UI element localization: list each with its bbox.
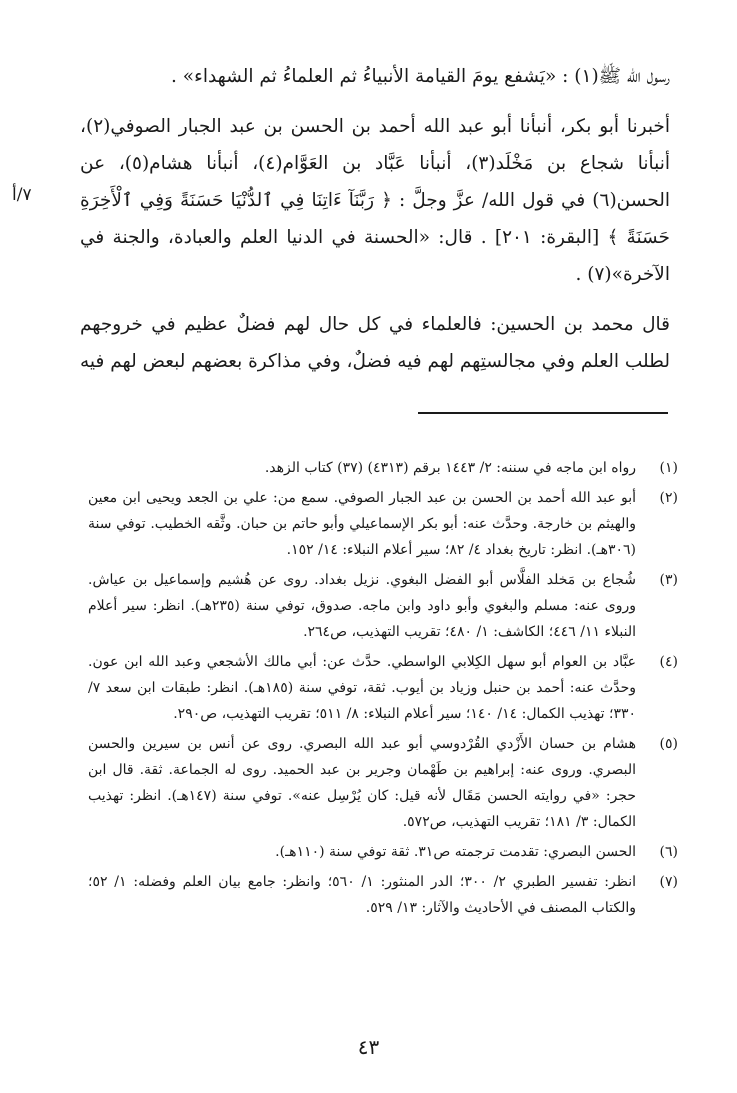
- footnote-number: (٥): [659, 736, 678, 752]
- footnote-text: أبو عبد الله أحمد بن الحسن بن عبد الجبار الصوفي. سمع من: علي بن الجعد ويحيى ابن معين والهيثم بن خارجة. وحدَّث عنه: أبو بكر الإسماعيلي وأبو حاتم بن حبان. وثَّقه الخطيب. توفي سنة (٣٠٦هـ). انظر: تاريخ بغداد ٤/ ٨٢؛ سير أعلام النبلاء: ١٤/ ١٥٢.: [88, 490, 636, 558]
- footnote-text: شُجاع بن مَخلد الفلَّاس أبو الفضل البغوي. نزيل بغداد. روى عن هُشيم وإسماعيل بن عياش. وروى عنه: مسلم والبغوي وأبو داود وابن ماجه. صدوق، توفي سنة (٢٣٥هـ). انظر: سير أعلام النبلاء ١١/ ٤٤٦؛ الكاشف: ١/ ٤٨٠؛ تقريب التهذيب، ص٢٦٤.: [88, 572, 637, 640]
- footnote-text: هشام بن حسان الأَزْدي القُرْدوسي أبو عبد الله البصري. روى عن أنس بن سيرين والحسن البصري. وروى عنه: إبراهيم بن طَهْمان وجرير بن عبد الحميد. روى له الجماعة. ثقة. قال ابن حجر: «في روايته الحسن مَقَال لأنه قيل: كان يُرْسِل عنه». توفي سنة (١٤٧هـ). انظر: تهذيب الكمال: ٣/ ١٨١؛ تقريب التهذيب، ص٥٧٢.: [88, 736, 636, 830]
- page-number: ٤٣: [357, 1035, 380, 1059]
- footnote-number: (٤): [659, 654, 678, 670]
- footnote-separator-line: [418, 412, 668, 414]
- footnote-number: (١): [659, 460, 678, 476]
- footnote-text: عبَّاد بن العوام أبو سهل الكِلابي الواسطي. حدَّث عن: أبي مالك الأشجعي وعبد الله ابن عون. وحدَّث عنه: أحمد بن حنبل وزياد بن أيوب. ثقة، توفي سنة (١٨٥هـ). انظر: طبقات ابن سعد ٧/ ٣٣٠؛ تهذيب الكمال: ١٤/ ١٤٠؛ سير أعلام النبلاء: ٨/ ٥١١؛ تقريب التهذيب، ص٢٩٠.: [88, 654, 637, 722]
- footnote-item: [88, 455, 678, 481]
- footnote-item: [88, 567, 678, 645]
- footnote-text: انظر: تفسير الطبري ٢/ ٣٠٠؛ الدر المنثور: ١/ ٥٦٠؛ وانظر: جامع بيان العلم وفضله: ١/ ٥٢؛ والكتاب المصنف في الأحاديث والآثار: ١٣/ ٥٢٩.: [88, 874, 637, 916]
- footnote-item: [88, 731, 678, 835]
- footnote-number: (٣): [659, 572, 678, 588]
- footnote-number: (٢): [659, 490, 678, 506]
- footnote-number: (٦): [659, 844, 678, 860]
- main-text-body: [80, 58, 670, 380]
- footnote-item: [88, 649, 678, 727]
- footnotes-section: [88, 455, 678, 925]
- footnote-item: [88, 839, 678, 865]
- footnote-item: [88, 485, 678, 563]
- footnote-item: [88, 869, 678, 921]
- footnote-text: الحسن البصري: تقدمت ترجمته ص٣١. ثقة توفي سنة (١١٠هـ).: [275, 844, 636, 860]
- main-paragraph-2: أخبرنا أبو بكر، أنبأنا أبو عبد الله أحمد بن الحسن بن عبد الجبار الصوفي(٢)، أنبأنا شجاع بن مَخْلَد(٣)، أنبأنا عَبَّاد بن العَوَّام(٤)، أنبأنا هشام(٥)، عن الحسن(٦) في قول الله/ عزَّ وجلَّ : ﴿ رَبَّنَآ ءَاتِنَا فِي ٱلدُّنْيَا حَسَنَةً وَفِي ٱلْأَخِرَةِ حَسَنَةً ﴾ [البقرة: ٢٠١] . قال: «الحسنة في الدنيا العلم والعبادة، والجنة في الآخرة»(٧) .: [80, 116, 670, 285]
- footnote-number: (٧): [659, 874, 678, 890]
- manuscript-folio-reference: ٧/أ: [12, 185, 32, 205]
- main-paragraph-1: رسول الله ﷺ(١) : «يَشفع يومَ القيامة الأنبياءُ ثم العلماءُ ثم الشهداء» .: [171, 66, 670, 87]
- footnote-text: رواه ابن ماجه في سننه: ٢/ ١٤٤٣ برقم (٤٣١٣) (٣٧) كتاب الزهد.: [264, 460, 636, 476]
- main-paragraph-3: قال محمد بن الحسين: فالعلماء في كل حال لهم فضلٌ عظيم في خروجهم لطلب العلم وفي مجالستِهم لهم فيه فضلٌ، وفي مذاكرة بعضهم لبعض لهم فيه: [80, 314, 670, 372]
